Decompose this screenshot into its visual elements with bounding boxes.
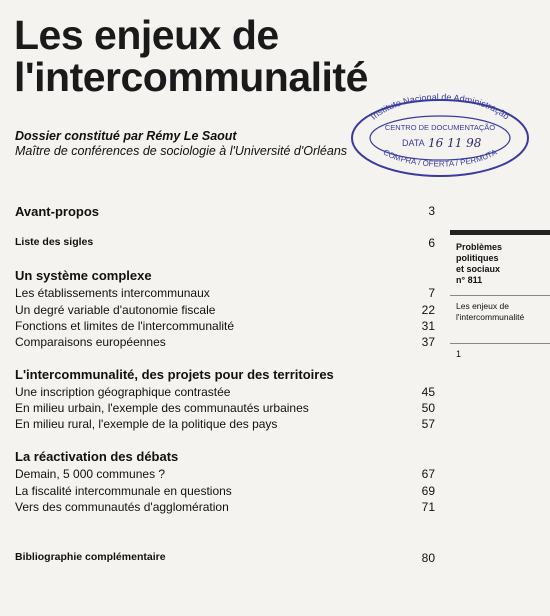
publication-name — [456, 242, 502, 286]
stamp-data-label: DATA — [402, 138, 425, 148]
author-byline: Dossier constitué par Rémy Le Saout — [15, 129, 237, 143]
page-number: 1 — [456, 349, 462, 359]
stamp-institution: Instituto Nacional de Administração — [368, 91, 512, 122]
stamp-date: 16 11 98 — [428, 136, 482, 150]
toc-page: 6 — [428, 236, 435, 250]
toc-page: 67 — [421, 467, 435, 481]
title-line-2: l'intercommunalité — [14, 54, 368, 100]
title-line-1: Les enjeux de — [14, 12, 279, 58]
stamp-bottom-text: COMPRA / OFERTA / PERMUTA — [381, 147, 499, 169]
publication-line: Problèmes — [456, 242, 503, 252]
divider — [450, 343, 550, 344]
toc-label: Une inscription géographique contrastée — [15, 385, 231, 399]
sidebar-subtitle — [456, 301, 524, 323]
toc-section-heading-3: La réactivation des débats — [15, 449, 179, 464]
toc-page: 80 — [421, 551, 435, 565]
toc-label: La fiscalité intercommunale en questions — [15, 484, 232, 498]
toc-label: Avant-propos — [15, 204, 100, 219]
toc-label: Les établissements intercommunaux — [15, 286, 210, 300]
toc-page: 37 — [421, 335, 435, 349]
toc-page: 69 — [421, 484, 435, 498]
publication-line: n° 811 — [456, 275, 483, 285]
subtitle-line: Les enjeux de — [456, 301, 509, 311]
toc-page: 45 — [421, 385, 435, 399]
page-title — [14, 14, 368, 98]
author-role: Maître de conférences de sociologie à l'Université d'Orléans — [15, 144, 348, 158]
toc-label: Vers des communautés d'agglomération — [15, 500, 229, 514]
sidebar-top-bar — [450, 230, 550, 235]
toc-label: Liste des sigles — [15, 236, 94, 248]
toc-label: Un degré variable d'autonomie fiscale — [15, 303, 216, 317]
toc-label: En milieu rural, l'exemple de la politique des pays — [15, 417, 278, 431]
toc-page: 57 — [421, 417, 435, 431]
toc-label: Bibliographie complémentaire — [15, 551, 166, 563]
toc-label: En milieu urbain, l'exemple des communautés urbaines — [15, 401, 309, 415]
toc-label: Comparaisons européennes — [15, 335, 166, 349]
toc-page: 71 — [421, 500, 435, 514]
toc-page: 3 — [428, 204, 435, 218]
toc-page: 31 — [421, 319, 435, 333]
toc-section-heading-2: L'intercommunalité, des projets pour des territoires — [15, 367, 334, 382]
toc-page: 7 — [428, 286, 435, 300]
toc-page: 50 — [421, 401, 435, 415]
toc-label: Fonctions et limites de l'intercommunalité — [15, 319, 235, 333]
toc-section-heading-1: Un système complexe — [15, 268, 152, 283]
author-block — [15, 129, 347, 158]
stamp-center-text: CENTRO DE DOCUMENTAÇÃO — [384, 123, 496, 132]
subtitle-line: l'intercommunalité — [456, 312, 525, 322]
toc-label: Demain, 5 000 communes ? — [15, 467, 166, 481]
divider — [450, 295, 550, 296]
publication-line: politiques — [456, 253, 499, 263]
toc-page: 22 — [421, 303, 435, 317]
library-stamp — [340, 90, 540, 180]
publication-line: et sociaux — [456, 264, 501, 274]
